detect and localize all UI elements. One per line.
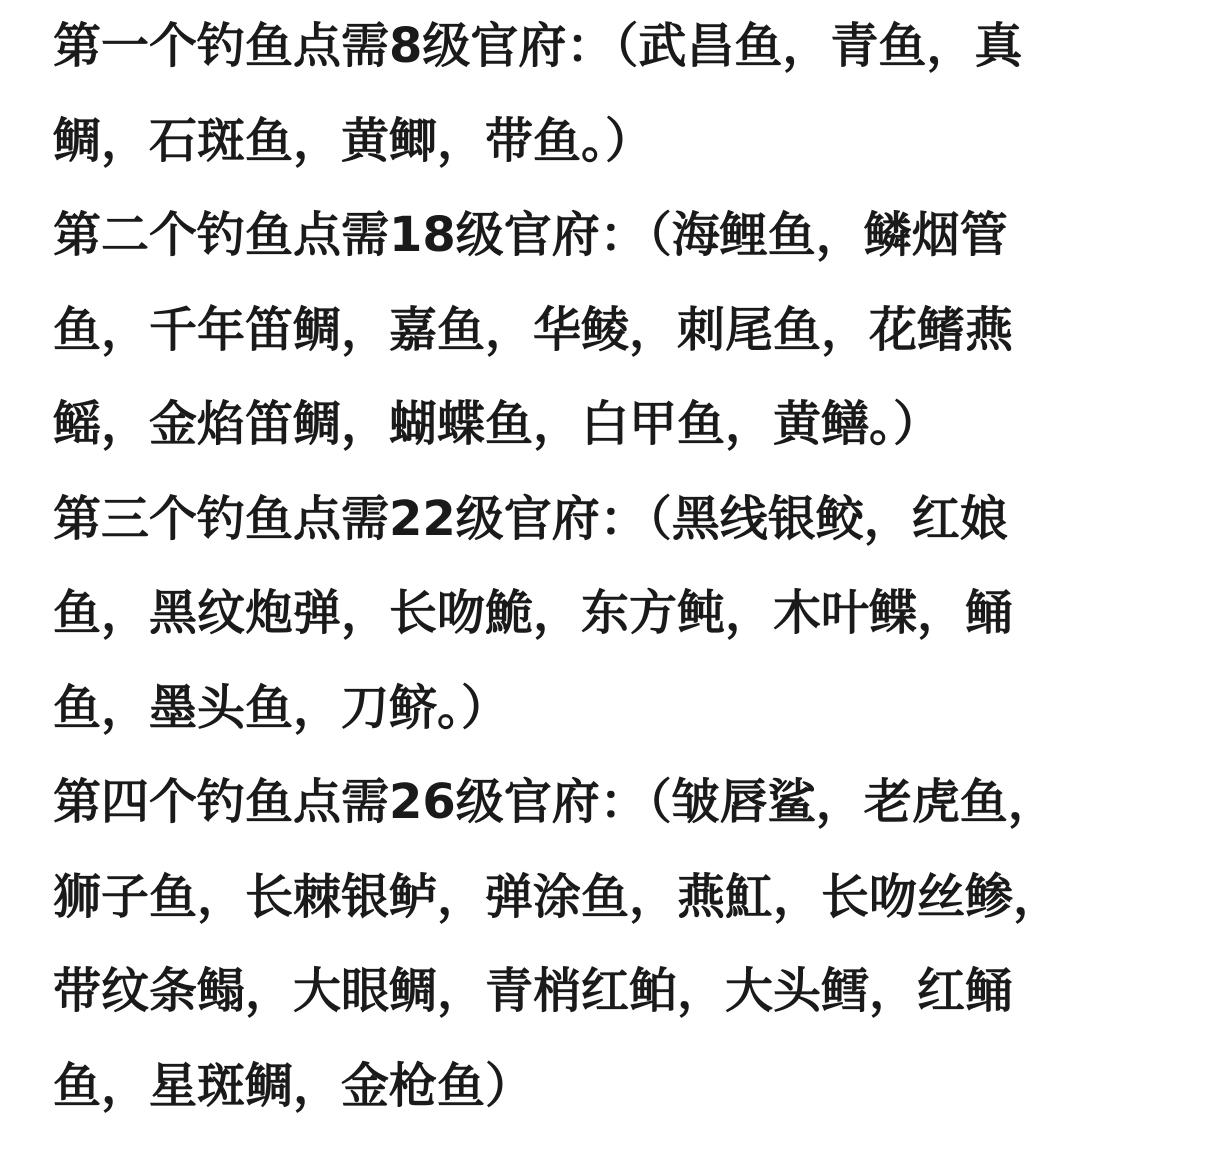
text-line: 鳐，金焰笛鲷，蝴蝶鱼，白甲鱼，黄鳝。） (53, 396, 942, 452)
text-line: 鱼，星斑鲷，金枪鱼） (53, 1057, 534, 1114)
text-line: 狮子鱼，长棘银鲈，弹涂鱼，燕魟，长吻丝鲹， (53, 868, 1062, 925)
text-line: 第一个钓鱼点需8级官府：（武昌鱼，青鱼，真 (53, 18, 1023, 74)
text-line: 第二个钓鱼点需18级官府：（海鲤鱼，鳞烟管 (53, 207, 1008, 263)
text-line: 第三个钓鱼点需22级官府：（黑线银鲛，红娘 (53, 490, 1008, 547)
fishing-spots-text (53, 0, 1153, 1133)
text-line: 鱼，墨头鱼，刀鲚。） (53, 679, 510, 736)
text-line: 鲷，石斑鱼，黄鲫，带鱼。） (53, 112, 654, 169)
text-line: 第四个钓鱼点需26级官府：（皱唇鲨，老虎鱼， (53, 774, 1056, 830)
text-line: 带纹条鳎，大眼鲷，青梢红鲌，大头鳕，红鲬 (53, 963, 1014, 1019)
text-line: 鱼，千年笛鲷，嘉鱼，华鲮，刺尾鱼，花鳍燕 (53, 301, 1014, 358)
text-line: 鱼，黑纹炮弹，长吻鮠，东方鲀，木叶鲽，鲬 (53, 585, 1014, 641)
